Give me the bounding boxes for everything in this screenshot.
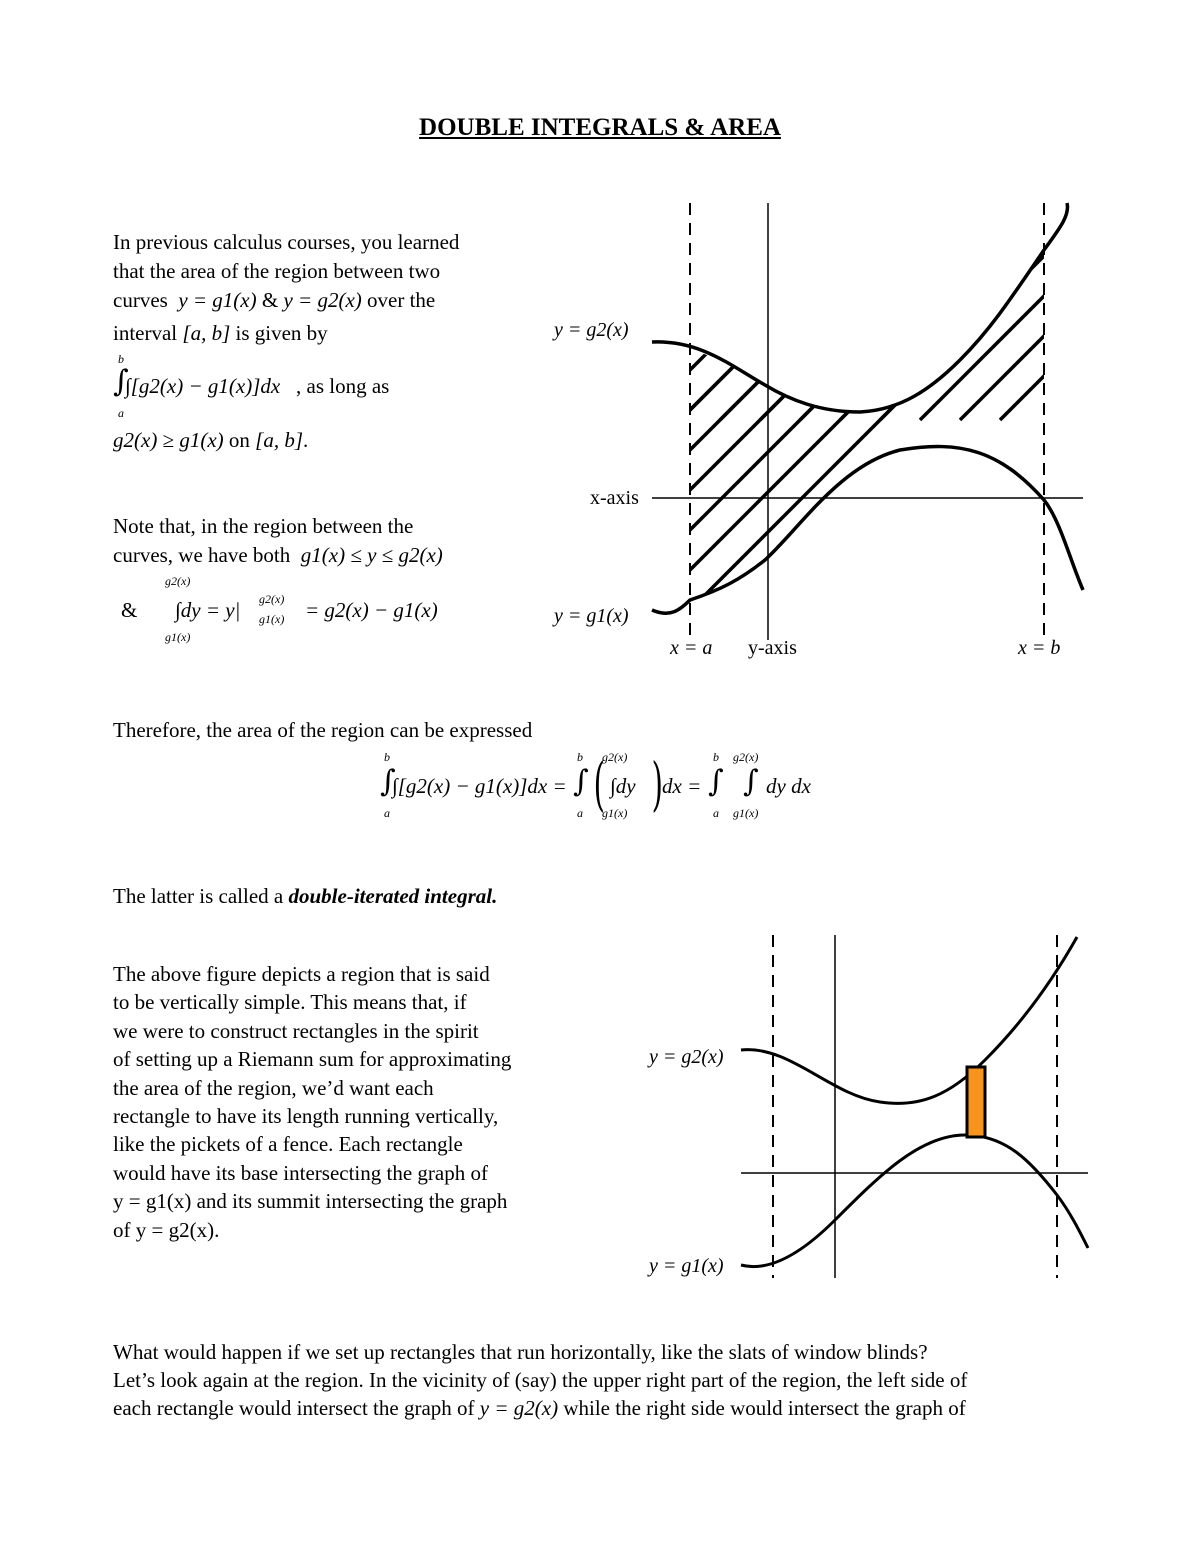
fig1-label-x-axis: x-axis (590, 487, 639, 509)
eq2-dx: dx = (662, 774, 702, 798)
note-limit-lower: g1(x) (165, 630, 191, 644)
note-eval-upper: g2(x) (259, 592, 285, 606)
eq1-upper: b (384, 750, 390, 764)
fig2-riemann-rectangle (967, 1067, 985, 1137)
latter-term: double-iterated integral. (288, 884, 498, 908)
fig2-label-g1: y = g1(x) (649, 1255, 724, 1277)
limit-lower-a: a (118, 406, 124, 420)
intro-line-4-tail: is given by (235, 321, 328, 345)
vertical-line: The above figure depicts a region that is said (113, 962, 490, 986)
eq3-outer-upper: b (713, 750, 719, 764)
intro-integrand: ∫[g2(x) − g1(x)]dx (125, 374, 281, 398)
eq2-lower: a (577, 806, 583, 820)
eq2-inner-lower: g1(x) (602, 806, 628, 820)
vertical-line: y = g1(x) and its summit intersecting the graph (113, 1189, 508, 1214)
curve-g1-expr: y = g1(x) (178, 288, 257, 312)
vertical-line: of y = g2(x). (113, 1217, 220, 1242)
eq3-inner-sign: ∫ (743, 764, 759, 799)
intro-amp: & (261, 288, 279, 312)
condition-interval: [a, b] (255, 428, 303, 452)
condition-expr: g2(x) ≥ g1(x) (113, 428, 224, 452)
fig2-curve-g2 (741, 937, 1077, 1103)
vertical-line: of setting up a Riemann sum for approximating (113, 1047, 512, 1072)
note-limit-upper: g2(x) (165, 574, 191, 588)
intro-line-3-tail: over the (367, 288, 436, 312)
eq2-integral-sign: ∫ (573, 764, 589, 799)
fig1-label-g1: y = g1(x) (554, 605, 629, 627)
eq2-paren-close: ) (651, 750, 663, 818)
note-line-1: Note that, in the region between the (113, 514, 414, 538)
intro-condition-text: , as long as (296, 374, 390, 398)
vertical-line: to be vertically simple. This means that, if (113, 990, 467, 1015)
fig1-label-x-a: x = a (670, 637, 713, 659)
eq2-upper: b (577, 750, 583, 764)
note-integral: ∫dy = y| (175, 598, 241, 622)
fig2-label-g2: y = g2(x) (649, 1046, 724, 1068)
fig1-label-y-axis: y-axis (748, 637, 797, 659)
horizontal-paragraph (113, 1338, 967, 1422)
eq3-outer-sign: ∫ (708, 764, 724, 799)
page-title: DOUBLE INTEGRALS & AREA (419, 114, 781, 141)
horizontal-line-1: What would happen if we set up rectangles that run horizontally, like the slats of window blinds? (113, 1340, 928, 1364)
limit-upper-b: b (118, 352, 124, 366)
horizontal-line-2: Let’s look again at the region. In the vicinity of (say) the upper right part of the region, the left side of (113, 1368, 968, 1392)
horizontal-line-3 (113, 1394, 967, 1422)
eq3-inner-lower: g1(x) (733, 806, 759, 820)
fig1-label-g2: y = g2(x) (554, 319, 629, 341)
condition-end: . (303, 428, 309, 452)
horizontal-line-3-math: y = g2(x) (479, 1396, 559, 1420)
note-result: = g2(x) − g1(x) (305, 598, 438, 622)
note-line-2-text: curves, we have both (113, 543, 291, 567)
intro-line-1: In previous calculus courses, you learned (113, 230, 460, 254)
interval-expr: [a, b] (182, 321, 231, 345)
condition-on: on (228, 428, 250, 452)
eq1-lower: a (384, 806, 390, 820)
eq3-dydx: dy dx (766, 774, 811, 798)
note-amp: & (121, 598, 138, 622)
eq2-inner-dy: ∫dy (610, 774, 636, 798)
eq1-integral-sign: ∫ (380, 764, 396, 799)
intro-line-2: that the area of the region between two (113, 259, 441, 283)
integral-sign: ∫ (113, 364, 129, 399)
curve-g2-expr: y = g2(x) (283, 288, 362, 312)
fig1-label-x-b: x = b (1018, 637, 1061, 659)
note-eval-lower: g1(x) (259, 612, 285, 626)
latter-prefix: The latter is called a (113, 884, 284, 908)
vertical-line: like the pickets of a fence. Each rectangle (113, 1132, 463, 1157)
fig2-curve-g1 (741, 1135, 1088, 1267)
vertical-line: the area of the region, we’d want each (113, 1075, 434, 1100)
eq3-outer-lower: a (713, 806, 719, 820)
eq1-integrand: ∫[g2(x) − g1(x)]dx = (392, 774, 567, 798)
note-inequality: g1(x) ≤ y ≤ g2(x) (300, 543, 443, 567)
vertical-line: rectangle to have its length running vertically, (113, 1104, 499, 1129)
horizontal-line-3-text: each rectangle would intersect the graph of (113, 1396, 475, 1420)
eq2-inner-upper: g2(x) (602, 750, 628, 764)
intro-line-4-text: interval (113, 321, 178, 345)
vertical-line: we were to construct rectangles in the spirit (113, 1018, 479, 1043)
therefore-line: Therefore, the area of the region can be expressed (113, 718, 533, 742)
eq2-paren-open: ( (593, 750, 605, 818)
vertical-line: would have its base intersecting the graph of (113, 1160, 488, 1185)
eq3-inner-upper: g2(x) (733, 750, 759, 764)
horizontal-line-3-tail: while the right side would intersect the graph of (563, 1396, 966, 1420)
intro-line-3-text: curves (113, 288, 168, 312)
